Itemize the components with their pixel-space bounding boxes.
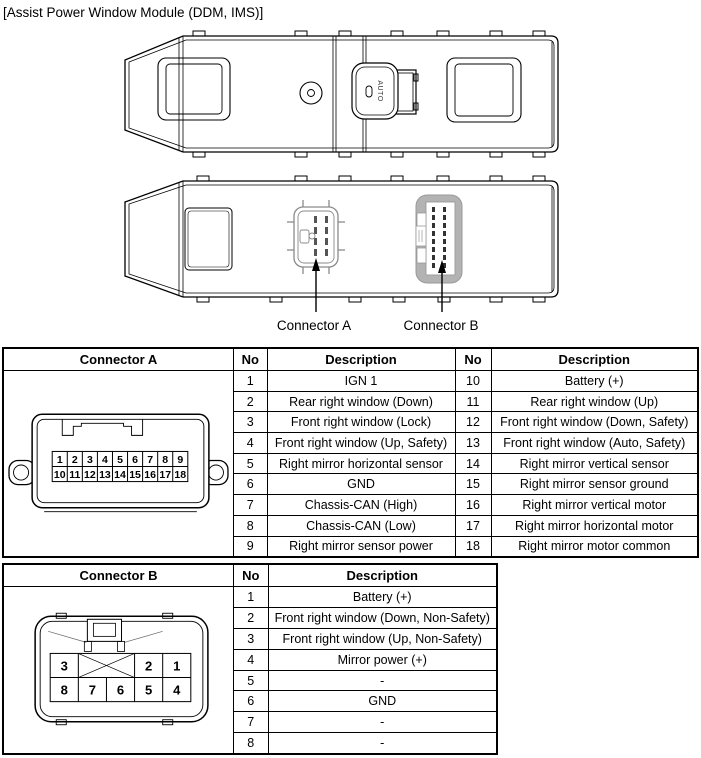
table-cell: 6 xyxy=(234,691,268,712)
table-cell: 4 xyxy=(234,649,268,670)
connector-a-face-diagram xyxy=(4,371,233,556)
table-cell: 13 xyxy=(455,433,491,454)
table-cell: 5 xyxy=(234,670,268,691)
pin-number: 1 xyxy=(173,658,181,674)
connector-a-pinout xyxy=(234,349,697,556)
connector-a-table-title: Connector A xyxy=(4,349,233,371)
table-cell: Rear right window (Down) xyxy=(267,391,455,412)
table-cell: 8 xyxy=(247,736,255,751)
table-cell: IGN 1 xyxy=(267,371,455,392)
table-cell: Front right window (Down, Safety) xyxy=(491,412,697,433)
auto-label: AUTO xyxy=(376,80,383,102)
table-cell: 12 xyxy=(455,412,491,433)
table-cell: 1 xyxy=(234,371,267,392)
table-row xyxy=(234,691,496,712)
table-cell: Front right window (Down, Non-Safety) xyxy=(268,607,496,628)
col-header-no: No xyxy=(234,565,268,587)
pin-number: 11 xyxy=(69,469,81,482)
mount-tabs-bottom xyxy=(197,297,545,302)
table-cell: 8 xyxy=(234,515,267,536)
module-drawings xyxy=(0,0,701,345)
table-row xyxy=(234,371,697,392)
col-header-description: Description xyxy=(267,349,455,371)
pin-number: 14 xyxy=(114,469,126,482)
mount-tabs-top xyxy=(197,176,545,181)
pin-number: 17 xyxy=(159,469,172,482)
table-cell: GND xyxy=(267,474,455,495)
table-row xyxy=(234,495,697,516)
table-cell: 17 xyxy=(455,515,491,536)
col-header-description: Description xyxy=(268,565,496,587)
pin-number: 8 xyxy=(162,453,169,466)
table-cell: Battery (+) xyxy=(491,371,697,392)
table-cell: - xyxy=(268,670,496,691)
table-cell: Battery (+) xyxy=(268,587,496,608)
pin-number: 5 xyxy=(144,682,153,698)
connector-b-table xyxy=(2,563,498,755)
right-switch-opening xyxy=(447,58,521,122)
pin-number: 1 xyxy=(56,453,63,466)
table-cell: 3 xyxy=(234,412,267,433)
table-cell: 1 xyxy=(234,587,268,608)
table-cell: 16 xyxy=(455,495,491,516)
table-cell: 18 xyxy=(455,536,491,556)
table-cell: - xyxy=(268,733,496,753)
connector-b-face-diagram xyxy=(4,587,233,753)
connector-a-table xyxy=(2,347,699,558)
table-row xyxy=(234,391,697,412)
pin-number: 16 xyxy=(144,469,156,482)
table-cell: 2 xyxy=(234,607,268,628)
table-cell: Right mirror vertical sensor xyxy=(491,453,697,474)
table-cell: Chassis-CAN (Low) xyxy=(267,515,455,536)
table-cell: 15 xyxy=(455,474,491,495)
mount-tabs-top xyxy=(193,31,545,36)
table-row xyxy=(234,712,496,733)
table-row xyxy=(234,733,496,753)
table-row xyxy=(234,536,697,556)
table-row xyxy=(234,670,496,691)
connector-b-diagram-pane xyxy=(4,565,234,753)
connector-a-face-svg xyxy=(4,371,233,556)
module-top-view-drawing xyxy=(125,31,558,157)
table-cell: 11 xyxy=(455,391,491,412)
table-row xyxy=(234,474,697,495)
page-title: [Assist Power Window Module (DDM, IMS)] xyxy=(3,5,264,20)
mount-tabs-bottom xyxy=(193,152,545,157)
pin-number: 18 xyxy=(174,469,187,482)
pin-number: 6 xyxy=(116,682,125,698)
table-cell: 3 xyxy=(234,628,268,649)
table-cell: Right mirror horizontal motor xyxy=(491,515,697,536)
connector-b-face-svg xyxy=(4,587,233,753)
pin-number: 10 xyxy=(53,469,66,482)
table-cell: 5 xyxy=(234,453,267,474)
table-cell: Right mirror horizontal sensor xyxy=(267,453,455,474)
module-bottom-view-drawing xyxy=(125,176,558,333)
col-header-no: No xyxy=(455,349,491,371)
table-row xyxy=(234,587,496,608)
pin-number: 3 xyxy=(60,658,68,674)
table-row xyxy=(234,412,697,433)
table-cell: Rear right window (Up) xyxy=(491,391,697,412)
table-cell: Front right window (Up, Non-Safety) xyxy=(268,628,496,649)
pin-number: 3 xyxy=(86,453,93,466)
pin-number: 7 xyxy=(88,682,97,698)
table-cell: GND xyxy=(268,691,496,712)
table-row xyxy=(234,515,697,536)
table-cell: 14 xyxy=(455,453,491,474)
table-cell: - xyxy=(268,712,496,733)
table-row xyxy=(234,628,496,649)
table-cell: Right mirror sensor ground xyxy=(491,474,697,495)
table-cell: Front right window (Auto, Safety) xyxy=(491,433,697,454)
pin-number: 8 xyxy=(60,682,68,698)
screw-icon xyxy=(300,82,322,104)
table-cell: Right mirror vertical motor xyxy=(491,495,697,516)
left-switch-opening xyxy=(158,58,230,120)
table-cell: Right mirror motor common xyxy=(491,536,697,556)
left-opening xyxy=(185,208,232,270)
header-row xyxy=(234,565,496,587)
pin-number: 2 xyxy=(71,453,78,466)
table-cell: 2 xyxy=(234,391,267,412)
table-cell: 10 xyxy=(455,371,491,392)
table-cell: 7 xyxy=(234,495,267,516)
connector-a-callout-label: Connector A xyxy=(276,318,352,333)
table-cell: Front right window (Up, Safety) xyxy=(267,433,455,454)
table-cell: 9 xyxy=(246,539,254,554)
connector-b-pinout xyxy=(234,565,496,753)
header-row xyxy=(234,349,697,371)
pin-number: 15 xyxy=(129,469,141,482)
connector-b-callout-label: Connector B xyxy=(403,318,479,333)
table-cell: Right mirror sensor power xyxy=(267,536,455,556)
table-row xyxy=(234,649,496,670)
pin-number: 2 xyxy=(144,658,153,674)
table-cell: Chassis-CAN (High) xyxy=(267,495,455,516)
connector-b-table-title: Connector B xyxy=(4,565,233,587)
table-row xyxy=(234,453,697,474)
pin-number: 6 xyxy=(132,453,139,466)
table-cell: Front right window (Lock) xyxy=(267,412,455,433)
table-row xyxy=(234,607,496,628)
table-cell: 4 xyxy=(234,433,267,454)
pin-number: 13 xyxy=(99,469,111,482)
table-cell: 7 xyxy=(234,712,268,733)
connector-a-diagram-pane xyxy=(4,349,234,556)
col-header-description: Description xyxy=(491,349,697,371)
pin-number: 12 xyxy=(84,469,96,482)
pin-number: 4 xyxy=(173,682,181,698)
table-cell: 6 xyxy=(234,474,267,495)
table-row xyxy=(234,433,697,454)
col-header-no: No xyxy=(234,349,267,371)
pin-number: 9 xyxy=(177,453,184,466)
table-cell: Mirror power (+) xyxy=(268,649,496,670)
pin-number: 4 xyxy=(102,453,108,466)
pin-number: 5 xyxy=(117,453,123,466)
auto-rocker-switch xyxy=(352,63,418,119)
pin-number: 7 xyxy=(147,453,154,466)
